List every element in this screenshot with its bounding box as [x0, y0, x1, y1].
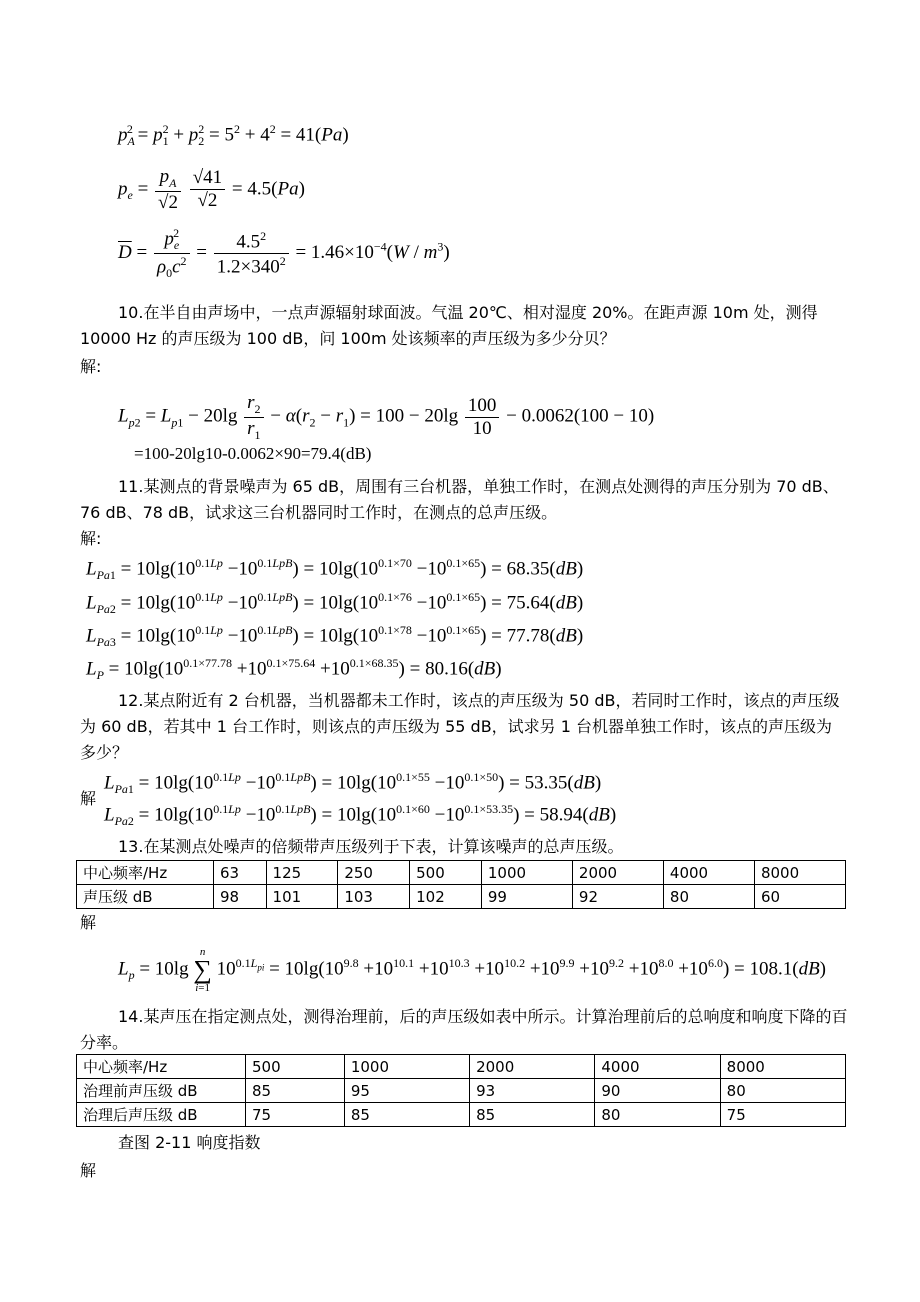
- question-11-equation-3: $L_{Pa3} = 10\lg(10^{0.1Lp} -10^{0.1LpB}) = 10\lg(10^{0.1\times 78} -10^{0.1\times 65}) = 77.78(dB)$: [86, 623, 584, 650]
- table-row: [77, 885, 846, 909]
- table-cell: 治理前声压级 dB: [77, 1079, 246, 1103]
- table-cell: 声压级 dB: [77, 885, 214, 909]
- table-row: [77, 861, 846, 885]
- table-cell: 98: [214, 885, 267, 909]
- table-cell: 8000: [720, 1055, 845, 1079]
- table-cell: 2000: [470, 1055, 595, 1079]
- question-11-text: 11.某测点的背景噪声为 65 dB，周围有三台机器，单独工作时，在测点处测得的声压分别为 70 dB、76 dB、78 dB，试求这三台机器同时工作时，在测点的总声压级。: [80, 477, 839, 522]
- question-10-equation-1: $L_{p2} = L_{p1} - 20\lg$ $\frac{r_2}{r_1}$ − $\alpha(r_2 - r_1) = 100 - 20\lg$ $\frac{100}{10}$ − 0.0062(100 − 10): [118, 392, 655, 442]
- question-11-equation-2: $L_{Pa2} = 10\lg(10^{0.1Lp} -10^{0.1LpB}) = 10\lg(10^{0.1\times 76} -10^{0.1\times 65}) = 75.64(dB)$: [86, 590, 584, 617]
- equation-energy-density: $\overline{D}$ = $\frac{p_e^2}{\rho_0c^2}$ = $\frac{4.5^2}{1.2\times 340^2}$ = $1.46\times 10^{-4}(W / m^3)$: [118, 226, 450, 281]
- question-11-solution-label: 解:: [80, 529, 102, 548]
- question-10-equation-2: =100-20lg10-0.0062×90=79.4(dB): [134, 444, 372, 463]
- question-14-solution-label: 解: [80, 1161, 97, 1180]
- table-row: [77, 1103, 846, 1127]
- table-cell: 101: [266, 885, 338, 909]
- question-14-text: 14.某声压在指定测点处，测得治理前，后的声压级如表中所示。计算治理前后的总响度和响度下降的百分率。: [80, 1007, 848, 1052]
- question-12-equation-1: $L_{Pa1} = 10\lg(10^{0.1Lp} -10^{0.1LpB}) = 10\lg(10^{0.1\times 55} -10^{0.1\times 50}) = 53.35(dB)$: [104, 770, 602, 797]
- table-cell: 1000: [344, 1055, 469, 1079]
- table-cell: 93: [470, 1079, 595, 1103]
- table-cell: 103: [338, 885, 410, 909]
- octave-band-table: [76, 860, 846, 909]
- question-13-solution-label: 解: [80, 913, 97, 932]
- table-cell: 4000: [595, 1055, 720, 1079]
- table-cell: 85: [344, 1103, 469, 1127]
- table-cell: 95: [344, 1079, 469, 1103]
- table-cell: 63: [214, 861, 267, 885]
- table-cell: 92: [572, 885, 663, 909]
- table-cell: 102: [410, 885, 482, 909]
- table-cell: 80: [663, 885, 754, 909]
- table-cell: 125: [266, 861, 338, 885]
- table-cell: 250: [338, 861, 410, 885]
- table-cell: 80: [595, 1103, 720, 1127]
- table-cell: 85: [246, 1079, 345, 1103]
- question-13-equation: $L_p = 10\lg$ n ∑ i=1 $10^{0.1L_{pi}} = 10\lg(10^{9.8} +10^{10.1} +10^{10.3} +10^{10.2} +10^{9.9} +10^{9.2} +10^{8.0} +10^{6.0}) = 108.1(dB)$: [118, 946, 826, 994]
- table-cell: 中心频率/Hz: [77, 1055, 246, 1079]
- question-10-text: 10.在半自由声场中，一点声源辐射球面波。气温 20℃、相对湿度 20%。在距声源 10m 处，测得 10000 Hz 的声压级为 100 dB，问 100m 处该频率的声压级为多少分贝？: [80, 303, 818, 348]
- table-cell: 90: [595, 1079, 720, 1103]
- table-cell: 中心频率/Hz: [77, 861, 214, 885]
- table-row: [77, 1055, 846, 1079]
- question-12-text: 12.某点附近有 2 台机器，当机器都未工作时，该点的声压级为 50 dB，若同时工作时，该点的声压级为 60 dB，若其中 1 台工作时，则该点的声压级为 55 dB，试求另 1 台机器单独工作时，该点的声压级为多少？: [80, 691, 840, 762]
- table-cell: 4000: [663, 861, 754, 885]
- question-14-note: 查图 2-11 响度指数: [118, 1133, 261, 1152]
- table-cell: 60: [754, 885, 845, 909]
- table-cell: 75: [246, 1103, 345, 1127]
- loudness-table: [76, 1054, 846, 1127]
- question-12-equation-2: $L_{Pa2} = 10\lg(10^{0.1Lp} -10^{0.1LpB}) = 10\lg(10^{0.1\times 60} -10^{0.1\times 53.35}) = 58.94(dB)$: [104, 802, 617, 829]
- table-cell: 8000: [754, 861, 845, 885]
- table-cell: 75: [720, 1103, 845, 1127]
- table-cell: 2000: [572, 861, 663, 885]
- table-cell: 500: [246, 1055, 345, 1079]
- question-10-solution-label: 解:: [80, 357, 102, 376]
- table-cell: 99: [481, 885, 572, 909]
- question-12-solution-label: 解: [80, 789, 97, 808]
- table-cell: 500: [410, 861, 482, 885]
- question-13-text: 13.在某测点处噪声的倍频带声压级列于下表，计算该噪声的总声压级。: [118, 837, 624, 856]
- table-row: [77, 1079, 846, 1103]
- equation-pa-squared: $p_A^2 = p_1^2 + p_2^2 = 5^2 + 4^2 = 41(Pa)$: [118, 122, 349, 149]
- table-cell: 80: [720, 1079, 845, 1103]
- table-cell: 1000: [481, 861, 572, 885]
- equation-pe: $p_e$ = $\frac{p_A}{√2}$ $\frac{√41}{√2}$ = 4.5(Pa): [118, 166, 305, 213]
- question-11-equation-1: $L_{Pa1} = 10\lg(10^{0.1Lp} -10^{0.1LpB}) = 10\lg(10^{0.1\times 70} -10^{0.1\times 65}) = 68.35(dB)$: [86, 556, 584, 583]
- question-11-equation-4: $L_P = 10\lg(10^{0.1\times 77.78} +10^{0.1\times 75.64} +10^{0.1\times 68.35}) = 80.16(dB)$: [86, 656, 502, 683]
- table-cell: 85: [470, 1103, 595, 1127]
- table-cell: 治理后声压级 dB: [77, 1103, 246, 1127]
